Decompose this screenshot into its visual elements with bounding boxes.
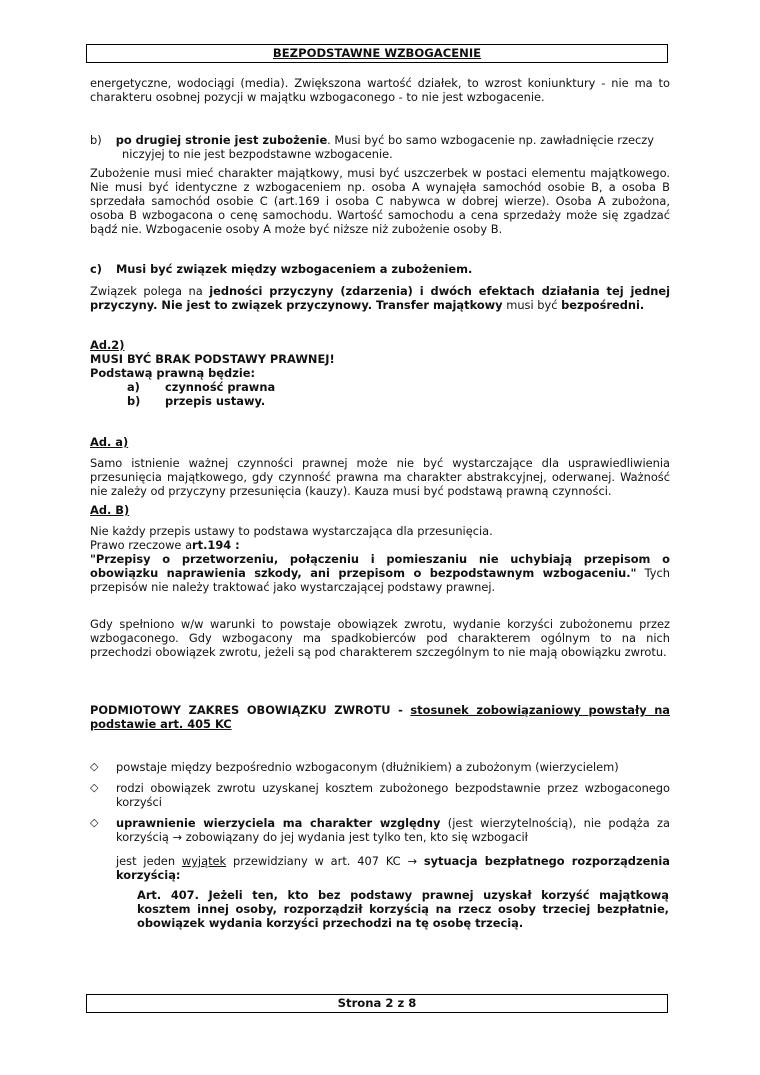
ad2-item-label: b) bbox=[127, 394, 141, 408]
c-item bbox=[90, 262, 670, 276]
page-footer bbox=[86, 994, 668, 1013]
c-text: Musi być związek między wzbogaceniem a zubożeniem. bbox=[115, 262, 473, 276]
ad2-item-label: a) bbox=[127, 380, 140, 394]
exception-underlined: wyjątek bbox=[181, 854, 227, 868]
ad2-section bbox=[90, 338, 670, 380]
ad-b-line2-pre: Prawo rzeczowe a bbox=[90, 538, 193, 552]
exception-mid: przewidziany w art. 407 KC → bbox=[226, 854, 424, 868]
art407-quote: Art. 407. Jeżeli ten, kto bez podstawy prawnej uzyskał korzyść majątkową kosztem innej osoby, rozporządził korzyścią na rzecz osoby trzeciej bezpłatnie, obowiązek wydania korzyści przechodzi na tę osobę trzecią. bbox=[137, 888, 669, 930]
zwiazek-mid: musi być bbox=[502, 298, 562, 312]
ad2-heading: Ad.2) bbox=[90, 338, 125, 352]
bullet-bold: uprawnienie wierzyciela ma charakter względny bbox=[116, 816, 441, 830]
ad-a-paragraph: Samo istnienie ważnej czynności prawnej może nie być wystarczające dla usprawiedliwienia przesunięcia majątkowego, gdy czynność prawna ma charakter abstrakcyjnej, oderwanej. Ważność nie zależy od przyczyny przesunięcia (kauzy). Kauza musi być podstawą prawną czynności. bbox=[90, 456, 670, 498]
ad-a-heading: Ad. a) bbox=[90, 435, 129, 449]
c-marker: c) bbox=[90, 262, 102, 276]
ad2-item-a bbox=[127, 380, 275, 394]
exception-pre: jest jeden bbox=[116, 854, 182, 868]
list-item bbox=[90, 816, 670, 844]
list-item bbox=[90, 781, 670, 809]
ad-b-line2 bbox=[90, 538, 670, 552]
zwiazek-bold2: bezpośredni. bbox=[561, 298, 645, 312]
ad-b-line1: Nie każdy przepis ustawy to podstawa wystarczająca dla przesunięcia. bbox=[90, 524, 493, 538]
podmiotowy-underlined: stosunek zobowiązaniowy powstały na podstawie art. 405 KC bbox=[90, 703, 670, 731]
zwiazek-paragraph bbox=[90, 284, 670, 312]
list-item bbox=[90, 760, 670, 774]
art194-tail: Tych przepisów nie należy traktować jako wystarczającej podstawy prawnej. bbox=[90, 566, 670, 594]
bullet-text bbox=[116, 816, 670, 844]
exception-text bbox=[116, 854, 670, 882]
header-title: BEZPODSTAWNE WZBOGACENIE bbox=[272, 46, 482, 60]
exception-bold: sytuacja bezpłatnego rozporządzenia korzyścią: bbox=[116, 854, 670, 882]
zwiazek-pre: Związek polega na bbox=[90, 284, 210, 298]
diamond-bullet-icon: ◇ bbox=[90, 781, 99, 794]
bullet-text: powstaje między bezpośrednio wzbogaconym (dłużnikiem) a zubożonym (wierzycielem) bbox=[116, 760, 619, 774]
page-number: Strona 2 z 8 bbox=[337, 996, 417, 1010]
b-bold-text: po drugiej stronie jest zubożenie bbox=[115, 133, 328, 147]
ad-b-heading: Ad. B) bbox=[90, 503, 130, 517]
diamond-bullet-icon: ◇ bbox=[90, 816, 99, 829]
bullet-rest: (jest wierzytelnością), nie podąża za korzyścią → zobowiązany do jej wydania jest tylko ten, kto się wzbogacił bbox=[116, 816, 670, 844]
b-text: . Musi być bo samo wzbogacenie np. zawładnięcie rzeczy niczyjej to nie jest bezpodstawne wzbogacenie. bbox=[122, 133, 654, 161]
b-marker: b) bbox=[90, 133, 102, 147]
ad2-item-text: czynność prawna bbox=[165, 380, 276, 394]
intro-paragraph: energetyczne, wodociągi (media). Zwiększona wartość działek, to wzrost koniunktury - nie ma to charakteru osobnej pozycji w majątku wzbogaconego - to nie jest wzbogacenie. bbox=[90, 76, 670, 104]
bullet-text: rodzi obowiązek zwrotu uzyskanej kosztem zubożonego bezpodstawnie przez wzbogaconego korzyści bbox=[116, 781, 670, 809]
zubozenie-paragraph: Zubożenie musi mieć charakter majątkowy, musi być uszczerbek w postaci elementu majątkowego. Nie musi być identyczne z wzbogaceniem np. osoba A wynajęła samochód osobie B, a osoba B sprzedała samochód osobie C (art.169 i osoba C nabywca w dobrej wierze). Osoba A zubożona, osoba B wzbogacona o cenę samochodu. Wartość samochodu a cena sprzedaży może się zgadzać bądź nie. Wzbogacenie osoby A może być niższe niż zubożenie osoby B. bbox=[90, 166, 670, 236]
ad2-title: MUSI BYĆ BRAK PODSTAWY PRAWNEJ! bbox=[90, 352, 335, 366]
ad2-item-text: przepis ustawy. bbox=[165, 394, 266, 408]
exception-line bbox=[90, 854, 670, 882]
podmiotowy-bold: PODMIOTOWY ZAKRES OBOWIĄZKU ZWROTU - bbox=[90, 703, 411, 717]
ad2-subtitle: Podstawą prawną będzie: bbox=[90, 366, 256, 380]
b-item bbox=[90, 133, 670, 161]
podmiotowy-heading bbox=[90, 703, 670, 731]
zwrot-paragraph: Gdy spełniono w/w warunki to powstaje obowiązek zwrotu, wydanie korzyści zubożonemu przez wzbogaconego. Gdy wzbogacony ma spadkobierców pod charakterem ogólnym to na nich przechodzi obowiązek zwrotu, jeżeli są pod charakterem szczególnym to nie mają obowiązku zwrotu. bbox=[90, 617, 670, 659]
page-header bbox=[86, 44, 668, 63]
ad2-item-b bbox=[127, 394, 265, 408]
art194-quote bbox=[90, 552, 670, 594]
diamond-bullet-icon: ◇ bbox=[90, 760, 99, 773]
ad-b-line2-bold: rt.194 : bbox=[192, 538, 240, 552]
zwiazek-bold1: jedności przyczyny (zdarzenia) i dwóch efektach działania tej jednej przyczyny. Nie jest to związek przyczynowy. Transfer majątkowy bbox=[90, 284, 670, 312]
art194-quote-text: "Przepisy o przetworzeniu, połączeniu i pomieszaniu nie uchybiają przepisom o obowiązku naprawienia szkody, ani przepisom o bezpodstawnym wzbogaceniu." bbox=[90, 552, 670, 580]
